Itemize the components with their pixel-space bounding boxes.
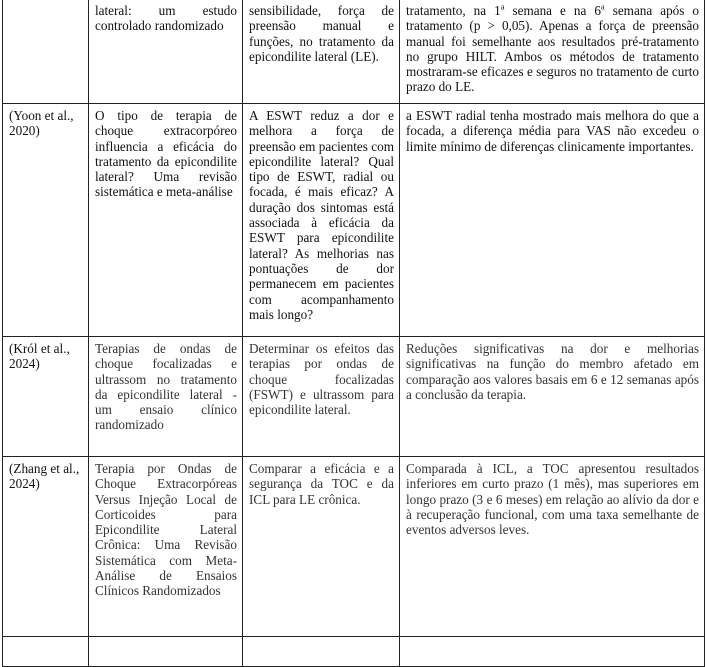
author-cell: [3, 637, 89, 667]
table-row: [3, 0, 705, 104]
result-cell: [400, 0, 705, 104]
author-cell: [3, 0, 89, 104]
study-title-cell: [89, 637, 243, 667]
result-cell: Comparada à ICL, a TOC apresentou resultados inferiores em curto prazo (1 mês), mas superiores em longo prazo (3 e 6 meses) em relação ao alívio da dor e à recuperação funcional, com uma taxa semelhante de eventos adversos leves.: [400, 457, 705, 637]
objective-cell: Determinar os efeitos das terapias por ondas de choque focalizadas (FSWT) e ultrassom para epicondilite lateral.: [243, 337, 400, 457]
result-cell: [400, 637, 705, 667]
objective-cell: sensibilidade, força de preensão manual e funções, no tratamento da epicondilite lateral (LE).: [243, 0, 400, 104]
author-cell: (Król et al., 2024): [3, 337, 89, 457]
objective-cell: [243, 637, 400, 667]
author-cell: (Zhang et al., 2024): [3, 457, 89, 637]
result-cell: Reduções significativas na dor e melhorias significativas na função do membro afetado em comparação aos valores basais em 6 e 12 semanas após a conclusão da terapia.: [400, 337, 705, 457]
ordinal-superscript: a: [500, 1, 505, 12]
objective-cell: Comparar a eficácia e a segurança da TOC e da ICL para LE crônica.: [243, 457, 400, 637]
study-title-cell: lateral: um estudo controlado randomizado: [89, 0, 243, 104]
study-title-cell: O tipo de terapia de choque extracorpóreo influencia a eficácia do tratamento da epicondilite lateral? Uma revisão sistemática e meta-análise: [89, 104, 243, 337]
author-cell: (Yoon et al., 2020): [3, 104, 89, 337]
result-text: semana após o tratamento (p > 0,05). Apenas a força de preensão manual foi semelhante aos resultados pré-tratamento no grupo HILT. Ambos os métodos de tratamento mostraram-se eficazes e seguros no tratamento de curto prazo do LE.: [406, 3, 699, 95]
literature-review-table: [2, 0, 705, 667]
ordinal-superscript: a: [600, 1, 605, 12]
table-row: [3, 104, 705, 337]
table-row: [3, 457, 705, 637]
study-title-cell: Terapias de ondas de choque focalizadas e ultrassom no tratamento da epicondilite lateral - um ensaio clínico randomizado: [89, 337, 243, 457]
objective-cell: A ESWT reduz a dor e melhora a força de preensão em pacientes com epicondilite lateral? Qual tipo de ESWT, radial ou focada, é mais eficaz? A duração dos sintomas está associada à eficácia da ESWT para epicondilite lateral? As melhorias nas pontuações de dor permanecem em pacientes com acompanhamento mais longo?: [243, 104, 400, 337]
table-row: [3, 637, 705, 667]
result-cell: a ESWT radial tenha mostrado mais melhora do que a focada, a diferença média para VAS não excedeu o limite mínimo de diferenças clinicamente importantes.: [400, 104, 705, 337]
result-text: tratamento, na 1: [406, 3, 501, 18]
table-row: [3, 337, 705, 457]
result-text: semana e na 6: [504, 3, 601, 18]
study-title-cell: Terapia por Ondas de Choque Extracorpóreas Versus Injeção Local de Corticoides para Epicondilite Lateral Crônica: Uma Revisão Sistemática com Meta-Análise de Ensaios Clínicos Randomizados: [89, 457, 243, 637]
